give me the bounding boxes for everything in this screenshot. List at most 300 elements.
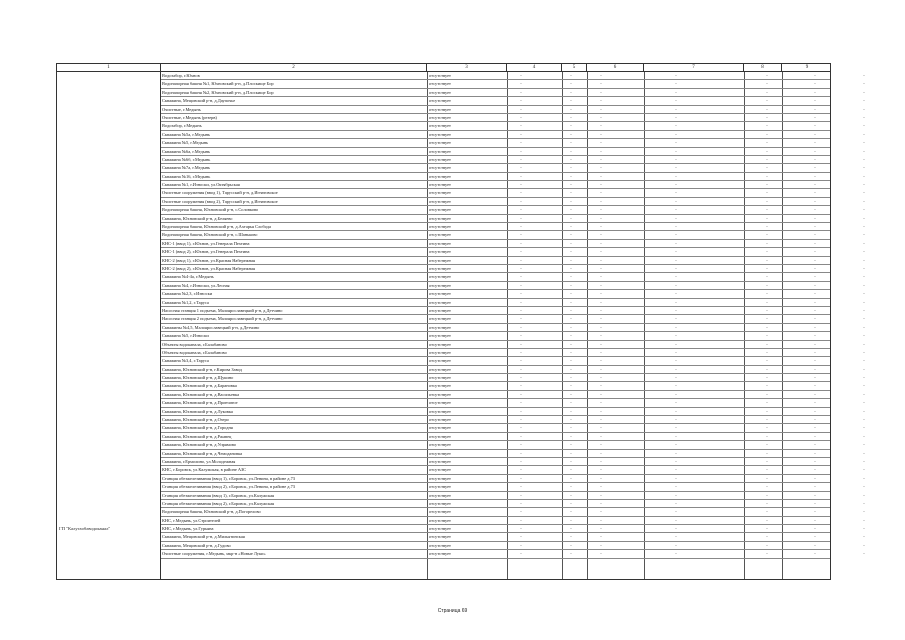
table-row bbox=[161, 223, 865, 231]
status-value: отсутствует bbox=[429, 73, 451, 78]
object-name: Очистные сооружения (ввод 1), Тарусский р-н, д.Игнатовское bbox=[162, 190, 278, 196]
object-name: Скважина, Юхновский р-н, д.Прончатое bbox=[162, 400, 238, 406]
empty-cell-dash: - bbox=[863, 140, 865, 146]
status-value: отсутствует bbox=[429, 148, 451, 154]
empty-cell-dash: - bbox=[600, 534, 602, 540]
empty-cell-dash: - bbox=[766, 324, 768, 330]
empty-cell-dash: - bbox=[863, 148, 865, 154]
empty-cell-dash: - bbox=[600, 123, 602, 129]
empty-cell-dash: - bbox=[675, 366, 677, 372]
empty-cell-dash: - bbox=[570, 391, 572, 397]
empty-cell-dash: - bbox=[675, 408, 677, 414]
empty-cell-dash: - bbox=[520, 509, 522, 515]
empty-cell-dash: - bbox=[570, 484, 572, 490]
object-name: КНС-2 (ввод 2), г.Юхнов, ул.Красная Набережная bbox=[162, 265, 256, 271]
table-body bbox=[161, 72, 865, 579]
object-name: Водонапорная башня, Юхновский р-н, с.Шаньково bbox=[162, 232, 258, 238]
empty-cell-dash: - bbox=[570, 106, 572, 112]
empty-cell-dash: - bbox=[600, 282, 602, 288]
status-value: отсутствует bbox=[429, 316, 451, 322]
empty-cell-dash: - bbox=[675, 257, 677, 263]
empty-cell-dash: - bbox=[520, 182, 522, 188]
table-row bbox=[161, 164, 865, 172]
empty-cell-dash: - bbox=[863, 190, 865, 196]
table-row bbox=[161, 366, 865, 374]
empty-cell-dash: - bbox=[766, 173, 768, 179]
empty-cell-dash: - bbox=[675, 526, 677, 532]
empty-cell-dash: - bbox=[600, 341, 602, 347]
empty-cell-dash: - bbox=[766, 517, 768, 523]
object-name: Очистные, г.Медынь (резерв) bbox=[162, 114, 217, 120]
status-value: отсутствует bbox=[429, 207, 451, 213]
empty-cell-dash: - bbox=[766, 333, 768, 339]
object-name: Скважина №4-4а, г.Медынь bbox=[162, 274, 214, 280]
status-value: отсутствует bbox=[429, 400, 451, 406]
empty-cell-dash: - bbox=[814, 282, 816, 288]
empty-cell-dash: - bbox=[570, 165, 572, 171]
empty-cell-dash: - bbox=[766, 425, 768, 431]
status-value: отсутствует bbox=[429, 257, 451, 263]
object-name: КНС, г.Медынь, ул.Строителей bbox=[162, 517, 221, 523]
header-col-8: 8 bbox=[744, 64, 782, 72]
table-row bbox=[161, 72, 865, 80]
empty-cell-dash: - bbox=[675, 551, 677, 557]
table-row bbox=[161, 248, 865, 256]
object-name: КНС-1 (ввод 1), г.Юхнов, ул.Генерала Пехтина bbox=[162, 240, 250, 246]
empty-cell-dash: - bbox=[675, 316, 677, 322]
empty-cell-dash: - bbox=[766, 89, 768, 95]
empty-cell-dash: - bbox=[863, 475, 865, 481]
object-name: Станция обезжелезивания (ввод 2), г.Боровск, ул.Калужская bbox=[162, 500, 275, 506]
table-row bbox=[161, 80, 865, 88]
empty-cell-dash: - bbox=[600, 517, 602, 523]
empty-cell-dash: - bbox=[863, 265, 865, 271]
empty-cell-dash: - bbox=[600, 207, 602, 213]
object-name: Объекты водоканала, г.Балабаново bbox=[162, 341, 227, 347]
empty-cell-dash: - bbox=[766, 526, 768, 532]
empty-cell-dash: - bbox=[766, 98, 768, 104]
object-name: Станция обезжелезивания (ввод 1), г.Боровск, ул.Калужская bbox=[162, 492, 275, 498]
table-row bbox=[161, 131, 865, 139]
data-table bbox=[56, 63, 865, 580]
object-name: Водонапорная башня, Юхновский р-н, д.Ахтарья Слобода bbox=[162, 224, 271, 230]
empty-cell-dash: - bbox=[863, 257, 865, 263]
empty-cell-dash: - bbox=[600, 492, 602, 498]
empty-cell-dash: - bbox=[600, 89, 602, 95]
empty-cell-dash: - bbox=[570, 383, 572, 389]
object-name: Скважина, Юхновский р-н, д.Барановка bbox=[162, 383, 237, 389]
empty-cell-dash: - bbox=[814, 274, 816, 280]
empty-cell-dash: - bbox=[814, 182, 816, 188]
empty-cell-dash: - bbox=[600, 408, 602, 414]
empty-cell-dash: - bbox=[570, 366, 572, 372]
empty-cell-dash: - bbox=[863, 375, 865, 381]
empty-cell-dash: - bbox=[520, 534, 522, 540]
empty-cell-dash: - bbox=[863, 207, 865, 213]
empty-cell-dash: - bbox=[600, 257, 602, 263]
object-name: Скважина №3,4, г.Таруса bbox=[162, 358, 209, 364]
empty-cell-dash: - bbox=[863, 73, 865, 78]
empty-cell-dash: - bbox=[600, 433, 602, 439]
empty-cell-dash: - bbox=[814, 73, 816, 78]
empty-cell-dash: - bbox=[520, 383, 522, 389]
empty-cell-dash: - bbox=[766, 475, 768, 481]
empty-cell-dash: - bbox=[863, 299, 865, 305]
empty-cell-dash: - bbox=[675, 249, 677, 255]
object-name: Скважина №1,2, г.Таруса bbox=[162, 299, 209, 305]
empty-cell-dash: - bbox=[570, 274, 572, 280]
empty-cell-dash: - bbox=[600, 307, 602, 313]
empty-cell-dash: - bbox=[675, 182, 677, 188]
empty-cell-dash: - bbox=[863, 509, 865, 515]
empty-cell-dash: - bbox=[863, 89, 865, 95]
object-name: Скважина, Юхновский р-н, д.Васильевка bbox=[162, 391, 240, 397]
empty-cell-dash: - bbox=[814, 341, 816, 347]
object-name: Скважина №7а, г.Медынь bbox=[162, 165, 211, 171]
empty-cell-dash: - bbox=[814, 408, 816, 414]
empty-cell-dash: - bbox=[675, 215, 677, 221]
object-name: Насосная станция 1 подъема, Малоярославецкий р-н, д.Детчино bbox=[162, 307, 283, 313]
object-name: Скважина №5а, г.Медынь bbox=[162, 131, 211, 137]
status-value: отсутствует bbox=[429, 417, 451, 423]
empty-cell-dash: - bbox=[814, 433, 816, 439]
empty-cell-dash: - bbox=[863, 165, 865, 171]
empty-cell-dash: - bbox=[766, 274, 768, 280]
empty-cell-dash: - bbox=[600, 148, 602, 154]
empty-cell-dash: - bbox=[520, 458, 522, 464]
empty-cell-dash: - bbox=[600, 131, 602, 137]
empty-cell-dash: - bbox=[675, 274, 677, 280]
empty-cell-dash: - bbox=[570, 433, 572, 439]
empty-cell-dash: - bbox=[675, 148, 677, 154]
status-value: отсутствует bbox=[429, 425, 451, 431]
empty-cell-dash: - bbox=[863, 182, 865, 188]
empty-cell-dash: - bbox=[814, 458, 816, 464]
empty-cell-dash: - bbox=[570, 73, 572, 78]
empty-cell-dash: - bbox=[863, 232, 865, 238]
table-row bbox=[161, 416, 865, 424]
empty-cell-dash: - bbox=[766, 240, 768, 246]
object-name: Скважина, Юхновский р-н, д.Щукино bbox=[162, 375, 234, 381]
status-value: отсутствует bbox=[429, 198, 451, 204]
empty-cell-dash: - bbox=[863, 358, 865, 364]
object-name: Скважина, Мещовский р-н, д.Мильятинская bbox=[162, 534, 245, 540]
empty-cell-dash: - bbox=[766, 450, 768, 456]
status-value: отсутствует bbox=[429, 106, 451, 112]
empty-cell-dash: - bbox=[863, 341, 865, 347]
empty-cell-dash: - bbox=[814, 299, 816, 305]
empty-cell-dash: - bbox=[766, 282, 768, 288]
empty-cell-dash: - bbox=[570, 500, 572, 506]
empty-cell-dash: - bbox=[814, 467, 816, 473]
empty-cell-dash: - bbox=[570, 232, 572, 238]
empty-cell-dash: - bbox=[570, 131, 572, 137]
status-value: отсутствует bbox=[429, 450, 451, 456]
empty-cell-dash: - bbox=[600, 274, 602, 280]
empty-cell-dash: - bbox=[520, 291, 522, 297]
empty-cell-dash: - bbox=[814, 291, 816, 297]
table-row bbox=[161, 240, 865, 248]
empty-cell-dash: - bbox=[570, 291, 572, 297]
empty-cell-dash: - bbox=[863, 534, 865, 540]
empty-cell-dash: - bbox=[766, 358, 768, 364]
page-footer: Страница 69 bbox=[437, 608, 468, 614]
empty-cell-dash: - bbox=[766, 131, 768, 137]
object-name: Скважина, Юхновский р-н, д.Ржавец bbox=[162, 433, 232, 439]
header-col-5: 5 bbox=[562, 64, 587, 72]
empty-cell-dash: - bbox=[766, 458, 768, 464]
empty-cell-dash: - bbox=[814, 114, 816, 120]
empty-cell-dash: - bbox=[600, 417, 602, 423]
header-col-7: 7 bbox=[644, 64, 744, 72]
empty-cell-dash: - bbox=[814, 224, 816, 230]
empty-cell-dash: - bbox=[814, 131, 816, 137]
empty-cell-dash: - bbox=[863, 450, 865, 456]
empty-cell-dash: - bbox=[766, 442, 768, 448]
empty-cell-dash: - bbox=[600, 198, 602, 204]
table-row bbox=[161, 231, 865, 239]
empty-cell-dash: - bbox=[600, 475, 602, 481]
object-name: Скважина, Юхновский р-н, г.Кирова Завод bbox=[162, 366, 242, 372]
empty-cell-dash: - bbox=[766, 383, 768, 389]
header-col-2: 2 bbox=[161, 64, 427, 72]
status-value: отсутствует bbox=[429, 240, 451, 246]
empty-cell-dash: - bbox=[600, 240, 602, 246]
table-row bbox=[161, 106, 865, 114]
empty-cell-dash: - bbox=[814, 366, 816, 372]
status-value: отсутствует bbox=[429, 475, 451, 481]
empty-cell-dash: - bbox=[766, 106, 768, 112]
empty-cell-dash: - bbox=[520, 500, 522, 506]
empty-cell-dash: - bbox=[766, 467, 768, 473]
empty-cell-dash: - bbox=[863, 114, 865, 120]
empty-cell-dash: - bbox=[600, 349, 602, 355]
empty-cell-dash: - bbox=[814, 542, 816, 548]
empty-cell-dash: - bbox=[570, 526, 572, 532]
table-row bbox=[161, 198, 865, 206]
empty-cell-dash: - bbox=[814, 349, 816, 355]
empty-cell-dash: - bbox=[600, 450, 602, 456]
status-value: отсутствует bbox=[429, 131, 451, 137]
status-value: отсутствует bbox=[429, 182, 451, 188]
empty-cell-dash: - bbox=[814, 500, 816, 506]
empty-cell-dash: - bbox=[520, 190, 522, 196]
object-name: Скважина, Мещовский р-н, д.Даупочье bbox=[162, 98, 236, 104]
empty-cell-dash: - bbox=[766, 207, 768, 213]
empty-cell-dash: - bbox=[675, 383, 677, 389]
empty-cell-dash: - bbox=[675, 98, 677, 104]
empty-cell-dash: - bbox=[863, 484, 865, 490]
status-value: отсутствует bbox=[429, 484, 451, 490]
header-col-3: 3 bbox=[427, 64, 507, 72]
empty-cell-dash: - bbox=[766, 341, 768, 347]
empty-cell-dash: - bbox=[675, 450, 677, 456]
empty-cell-dash: - bbox=[570, 475, 572, 481]
status-value: отсутствует bbox=[429, 173, 451, 179]
status-value: отсутствует bbox=[429, 156, 451, 162]
object-name: Станция обезжелезивания (ввод 1), г.Боровск, ул.Ленина, в районе д.73 bbox=[162, 475, 295, 481]
table-row bbox=[161, 525, 865, 533]
empty-cell-dash: - bbox=[675, 207, 677, 213]
object-name: Очистные сооружения, г.Медынь, мкр-н «Новые Луки» bbox=[162, 551, 266, 557]
empty-cell-dash: - bbox=[570, 123, 572, 129]
empty-cell-dash: - bbox=[675, 492, 677, 498]
status-value: отсутствует bbox=[429, 299, 451, 305]
empty-cell-dash: - bbox=[520, 433, 522, 439]
empty-cell-dash: - bbox=[863, 156, 865, 162]
object-name: Водозабор, г.Медынь bbox=[162, 123, 202, 129]
table-row bbox=[161, 382, 865, 390]
object-name: КНС, г.Медынь, ул.Гурьяна bbox=[162, 526, 214, 532]
empty-cell-dash: - bbox=[814, 215, 816, 221]
empty-cell-dash: - bbox=[863, 98, 865, 104]
object-name: Очистные сооружения (ввод 2), Тарусский р-н, д.Игнатовское bbox=[162, 198, 278, 204]
table-row bbox=[161, 508, 865, 516]
status-value: отсутствует bbox=[429, 442, 451, 448]
empty-cell-dash: - bbox=[520, 106, 522, 112]
empty-cell-dash: - bbox=[570, 81, 572, 87]
table-row bbox=[161, 156, 865, 164]
empty-cell-dash: - bbox=[863, 417, 865, 423]
empty-cell-dash: - bbox=[520, 333, 522, 339]
empty-cell-dash: - bbox=[814, 123, 816, 129]
empty-cell-dash: - bbox=[570, 198, 572, 204]
table-row bbox=[161, 181, 865, 189]
empty-cell-dash: - bbox=[814, 442, 816, 448]
empty-cell-dash: - bbox=[863, 249, 865, 255]
empty-cell-dash: - bbox=[520, 417, 522, 423]
empty-cell-dash: - bbox=[766, 156, 768, 162]
object-name: Скважина №16, г.Медынь bbox=[162, 173, 211, 179]
empty-cell-dash: - bbox=[814, 316, 816, 322]
empty-cell-dash: - bbox=[675, 307, 677, 313]
empty-cell-dash: - bbox=[766, 299, 768, 305]
object-name: Водонапорная башня, Юхновский р-н, д.Погорелово bbox=[162, 509, 261, 515]
empty-cell-dash: - bbox=[570, 400, 572, 406]
empty-cell-dash: - bbox=[814, 98, 816, 104]
status-value: отсутствует bbox=[429, 165, 451, 171]
empty-cell-dash: - bbox=[814, 165, 816, 171]
empty-cell-dash: - bbox=[570, 517, 572, 523]
empty-cell-dash: - bbox=[600, 299, 602, 305]
empty-cell-dash: - bbox=[600, 383, 602, 389]
empty-cell-dash: - bbox=[863, 123, 865, 129]
empty-cell-dash: - bbox=[570, 467, 572, 473]
object-name: Станция обезжелезивания (ввод 2), г.Боровск, ул.Ленина, в районе д.73 bbox=[162, 484, 295, 490]
table-row bbox=[161, 349, 865, 357]
status-value: отсутствует bbox=[429, 249, 451, 255]
empty-cell-dash: - bbox=[814, 207, 816, 213]
empty-cell-dash: - bbox=[766, 509, 768, 515]
empty-cell-dash: - bbox=[570, 324, 572, 330]
status-value: отсутствует bbox=[429, 349, 451, 355]
empty-cell-dash: - bbox=[520, 173, 522, 179]
table-row bbox=[161, 391, 865, 399]
empty-cell-dash: - bbox=[863, 282, 865, 288]
empty-cell-dash: - bbox=[766, 307, 768, 313]
empty-cell-dash: - bbox=[600, 182, 602, 188]
header-col-9: 9 bbox=[805, 65, 809, 70]
table-row bbox=[161, 332, 865, 340]
empty-cell-dash: - bbox=[814, 106, 816, 112]
empty-cell-dash: - bbox=[863, 215, 865, 221]
status-value: отсутствует bbox=[429, 114, 451, 120]
object-name: Очистные, г.Медынь bbox=[162, 106, 201, 112]
empty-cell-dash: - bbox=[814, 450, 816, 456]
empty-cell-dash: - bbox=[675, 165, 677, 171]
status-value: отсутствует bbox=[429, 81, 451, 87]
empty-cell-dash: - bbox=[863, 307, 865, 313]
table-row bbox=[161, 315, 865, 323]
empty-cell-dash: - bbox=[570, 349, 572, 355]
empty-cell-dash: - bbox=[766, 215, 768, 221]
empty-cell-dash: - bbox=[675, 391, 677, 397]
status-value: отсутствует bbox=[429, 324, 451, 330]
empty-cell-dash: - bbox=[675, 224, 677, 230]
table-row bbox=[161, 475, 865, 483]
empty-cell-dash: - bbox=[520, 257, 522, 263]
empty-cell-dash: - bbox=[520, 114, 522, 120]
empty-cell-dash: - bbox=[675, 299, 677, 305]
empty-cell-dash: - bbox=[863, 425, 865, 431]
status-value: отсутствует bbox=[429, 534, 451, 540]
header-col-4: 4 bbox=[507, 64, 562, 72]
empty-cell-dash: - bbox=[675, 114, 677, 120]
empty-cell-dash: - bbox=[520, 517, 522, 523]
empty-cell-dash: - bbox=[570, 307, 572, 313]
object-name: Насосная станция 2 подъема, Малоярославецкий р-н, д.Детчино bbox=[162, 316, 283, 322]
empty-cell-dash: - bbox=[600, 484, 602, 490]
empty-cell-dash: - bbox=[600, 215, 602, 221]
empty-cell-dash: - bbox=[814, 140, 816, 146]
status-value: отсутствует bbox=[429, 492, 451, 498]
object-name: Водонапорная башня №1, Юхновский р-н, д.Плоскище Бор bbox=[162, 81, 274, 87]
empty-cell-dash: - bbox=[520, 224, 522, 230]
empty-cell-dash: - bbox=[766, 391, 768, 397]
empty-cell-dash: - bbox=[814, 425, 816, 431]
empty-cell-dash: - bbox=[814, 307, 816, 313]
empty-cell-dash: - bbox=[814, 173, 816, 179]
empty-cell-dash: - bbox=[520, 307, 522, 313]
empty-cell-dash: - bbox=[675, 534, 677, 540]
empty-cell-dash: - bbox=[863, 517, 865, 523]
status-value: отсутствует bbox=[429, 542, 451, 548]
empty-cell-dash: - bbox=[814, 391, 816, 397]
empty-cell-dash: - bbox=[814, 232, 816, 238]
empty-cell-dash: - bbox=[814, 324, 816, 330]
empty-cell-dash: - bbox=[520, 98, 522, 104]
empty-cell-dash: - bbox=[675, 232, 677, 238]
table-row bbox=[161, 433, 865, 441]
empty-cell-dash: - bbox=[520, 282, 522, 288]
table-row bbox=[161, 139, 865, 147]
empty-cell-dash: - bbox=[675, 517, 677, 523]
empty-cell-dash: - bbox=[675, 81, 677, 87]
table-row bbox=[161, 533, 865, 541]
status-value: отсутствует bbox=[429, 408, 451, 414]
empty-cell-dash: - bbox=[570, 240, 572, 246]
empty-cell-dash: - bbox=[520, 408, 522, 414]
empty-cell-dash: - bbox=[600, 551, 602, 557]
empty-cell-dash: - bbox=[570, 551, 572, 557]
empty-cell-dash: - bbox=[766, 232, 768, 238]
empty-cell-dash: - bbox=[675, 341, 677, 347]
empty-cell-dash: - bbox=[520, 391, 522, 397]
empty-cell-dash: - bbox=[600, 526, 602, 532]
empty-cell-dash: - bbox=[675, 156, 677, 162]
empty-cell-dash: - bbox=[766, 265, 768, 271]
empty-cell-dash: - bbox=[675, 333, 677, 339]
